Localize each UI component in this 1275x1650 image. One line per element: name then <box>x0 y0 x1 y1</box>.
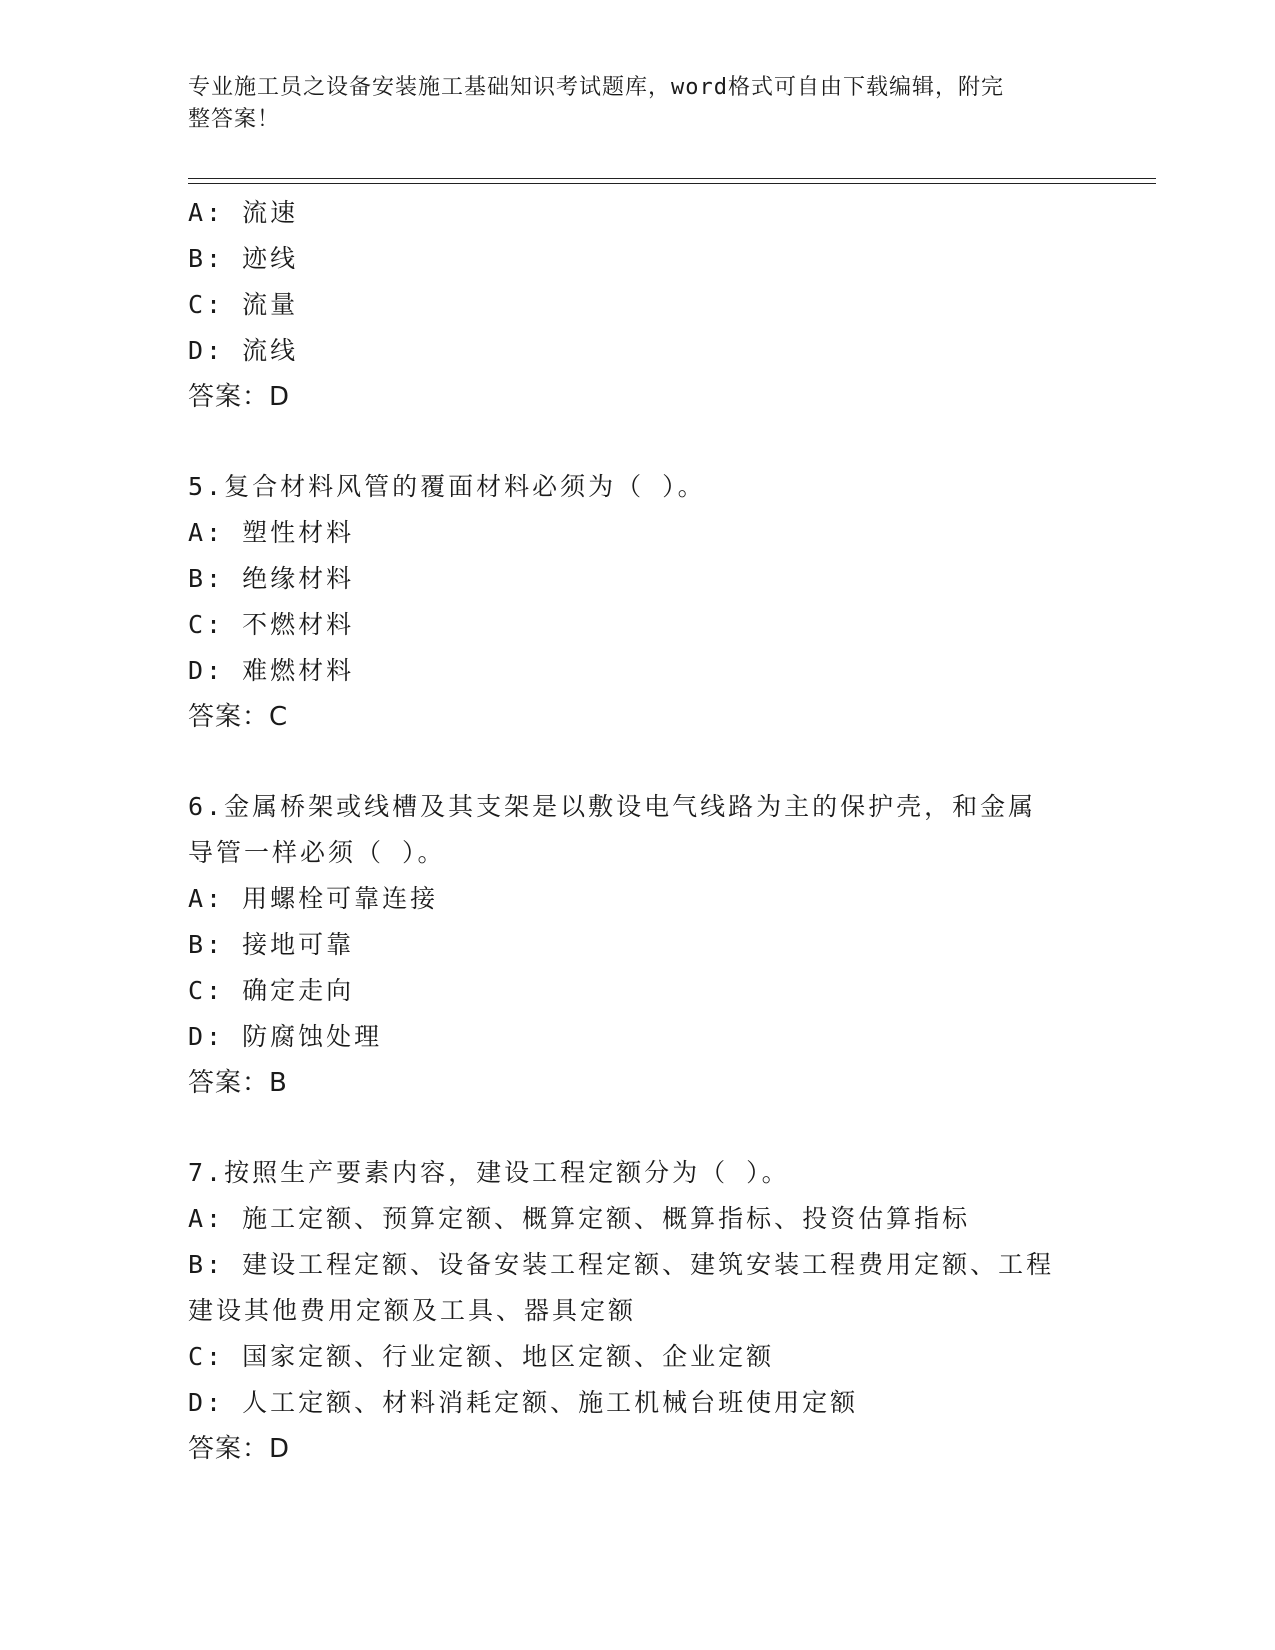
question-6 <box>188 784 1088 1106</box>
option-a: A: 流速 <box>188 198 299 227</box>
option-a: A: 施工定额、预算定额、概算定额、概算指标、投资估算指标 <box>188 1204 971 1233</box>
question-4 <box>188 190 1088 420</box>
option-c: C: 国家定额、行业定额、地区定额、企业定额 <box>188 1342 775 1371</box>
option-b-line-2: 建设其他费用定额及工具、器具定额 <box>188 1296 637 1325</box>
option-b: B: 绝缘材料 <box>188 564 355 593</box>
document-header <box>188 72 1068 136</box>
option-d: D: 流线 <box>188 336 299 365</box>
option-c: C: 确定走向 <box>188 976 355 1005</box>
option-a: A: 用螺栓可靠连接 <box>188 884 439 913</box>
option-d: D: 难燃材料 <box>188 656 355 685</box>
header-title-line-2: 整答案！ <box>188 107 281 132</box>
option-b: B: 迹线 <box>188 244 299 273</box>
question-7 <box>188 1150 1088 1472</box>
option-c: C: 流量 <box>188 290 299 319</box>
question-5 <box>188 464 1088 740</box>
spacer <box>188 420 1088 464</box>
question-stem-line-2: 导管一样必须（ ）。 <box>188 838 446 867</box>
question-stem-line-1: 6.金属桥架或线槽及其支架是以敷设电气线路为主的保护壳，和金属 <box>188 792 1037 821</box>
option-b-line-1: B: 建设工程定额、设备安装工程定额、建筑安装工程费用定额、工程 <box>188 1250 1055 1279</box>
answer: 答案：C <box>188 702 289 732</box>
header-divider-top <box>188 178 1156 179</box>
option-d: D: 人工定额、材料消耗定额、施工机械台班使用定额 <box>188 1388 859 1417</box>
answer: 答案：D <box>188 1434 291 1464</box>
answer: 答案：D <box>188 382 291 412</box>
question-stem: 5.复合材料风管的覆面材料必须为（ ）。 <box>188 472 706 501</box>
option-a: A: 塑性材料 <box>188 518 355 547</box>
answer: 答案：B <box>188 1068 288 1098</box>
header-divider-bottom <box>188 183 1156 184</box>
spacer <box>188 1106 1088 1150</box>
spacer <box>188 740 1088 784</box>
question-list <box>188 190 1088 1472</box>
header-title-line-1: 专业施工员之设备安装施工基础知识考试题库，word格式可自由下载编辑，附完 <box>188 75 1004 100</box>
option-d: D: 防腐蚀处理 <box>188 1022 383 1051</box>
option-b: B: 接地可靠 <box>188 930 355 959</box>
option-c: C: 不燃材料 <box>188 610 355 639</box>
question-stem: 7.按照生产要素内容，建设工程定额分为（ ）。 <box>188 1158 790 1187</box>
